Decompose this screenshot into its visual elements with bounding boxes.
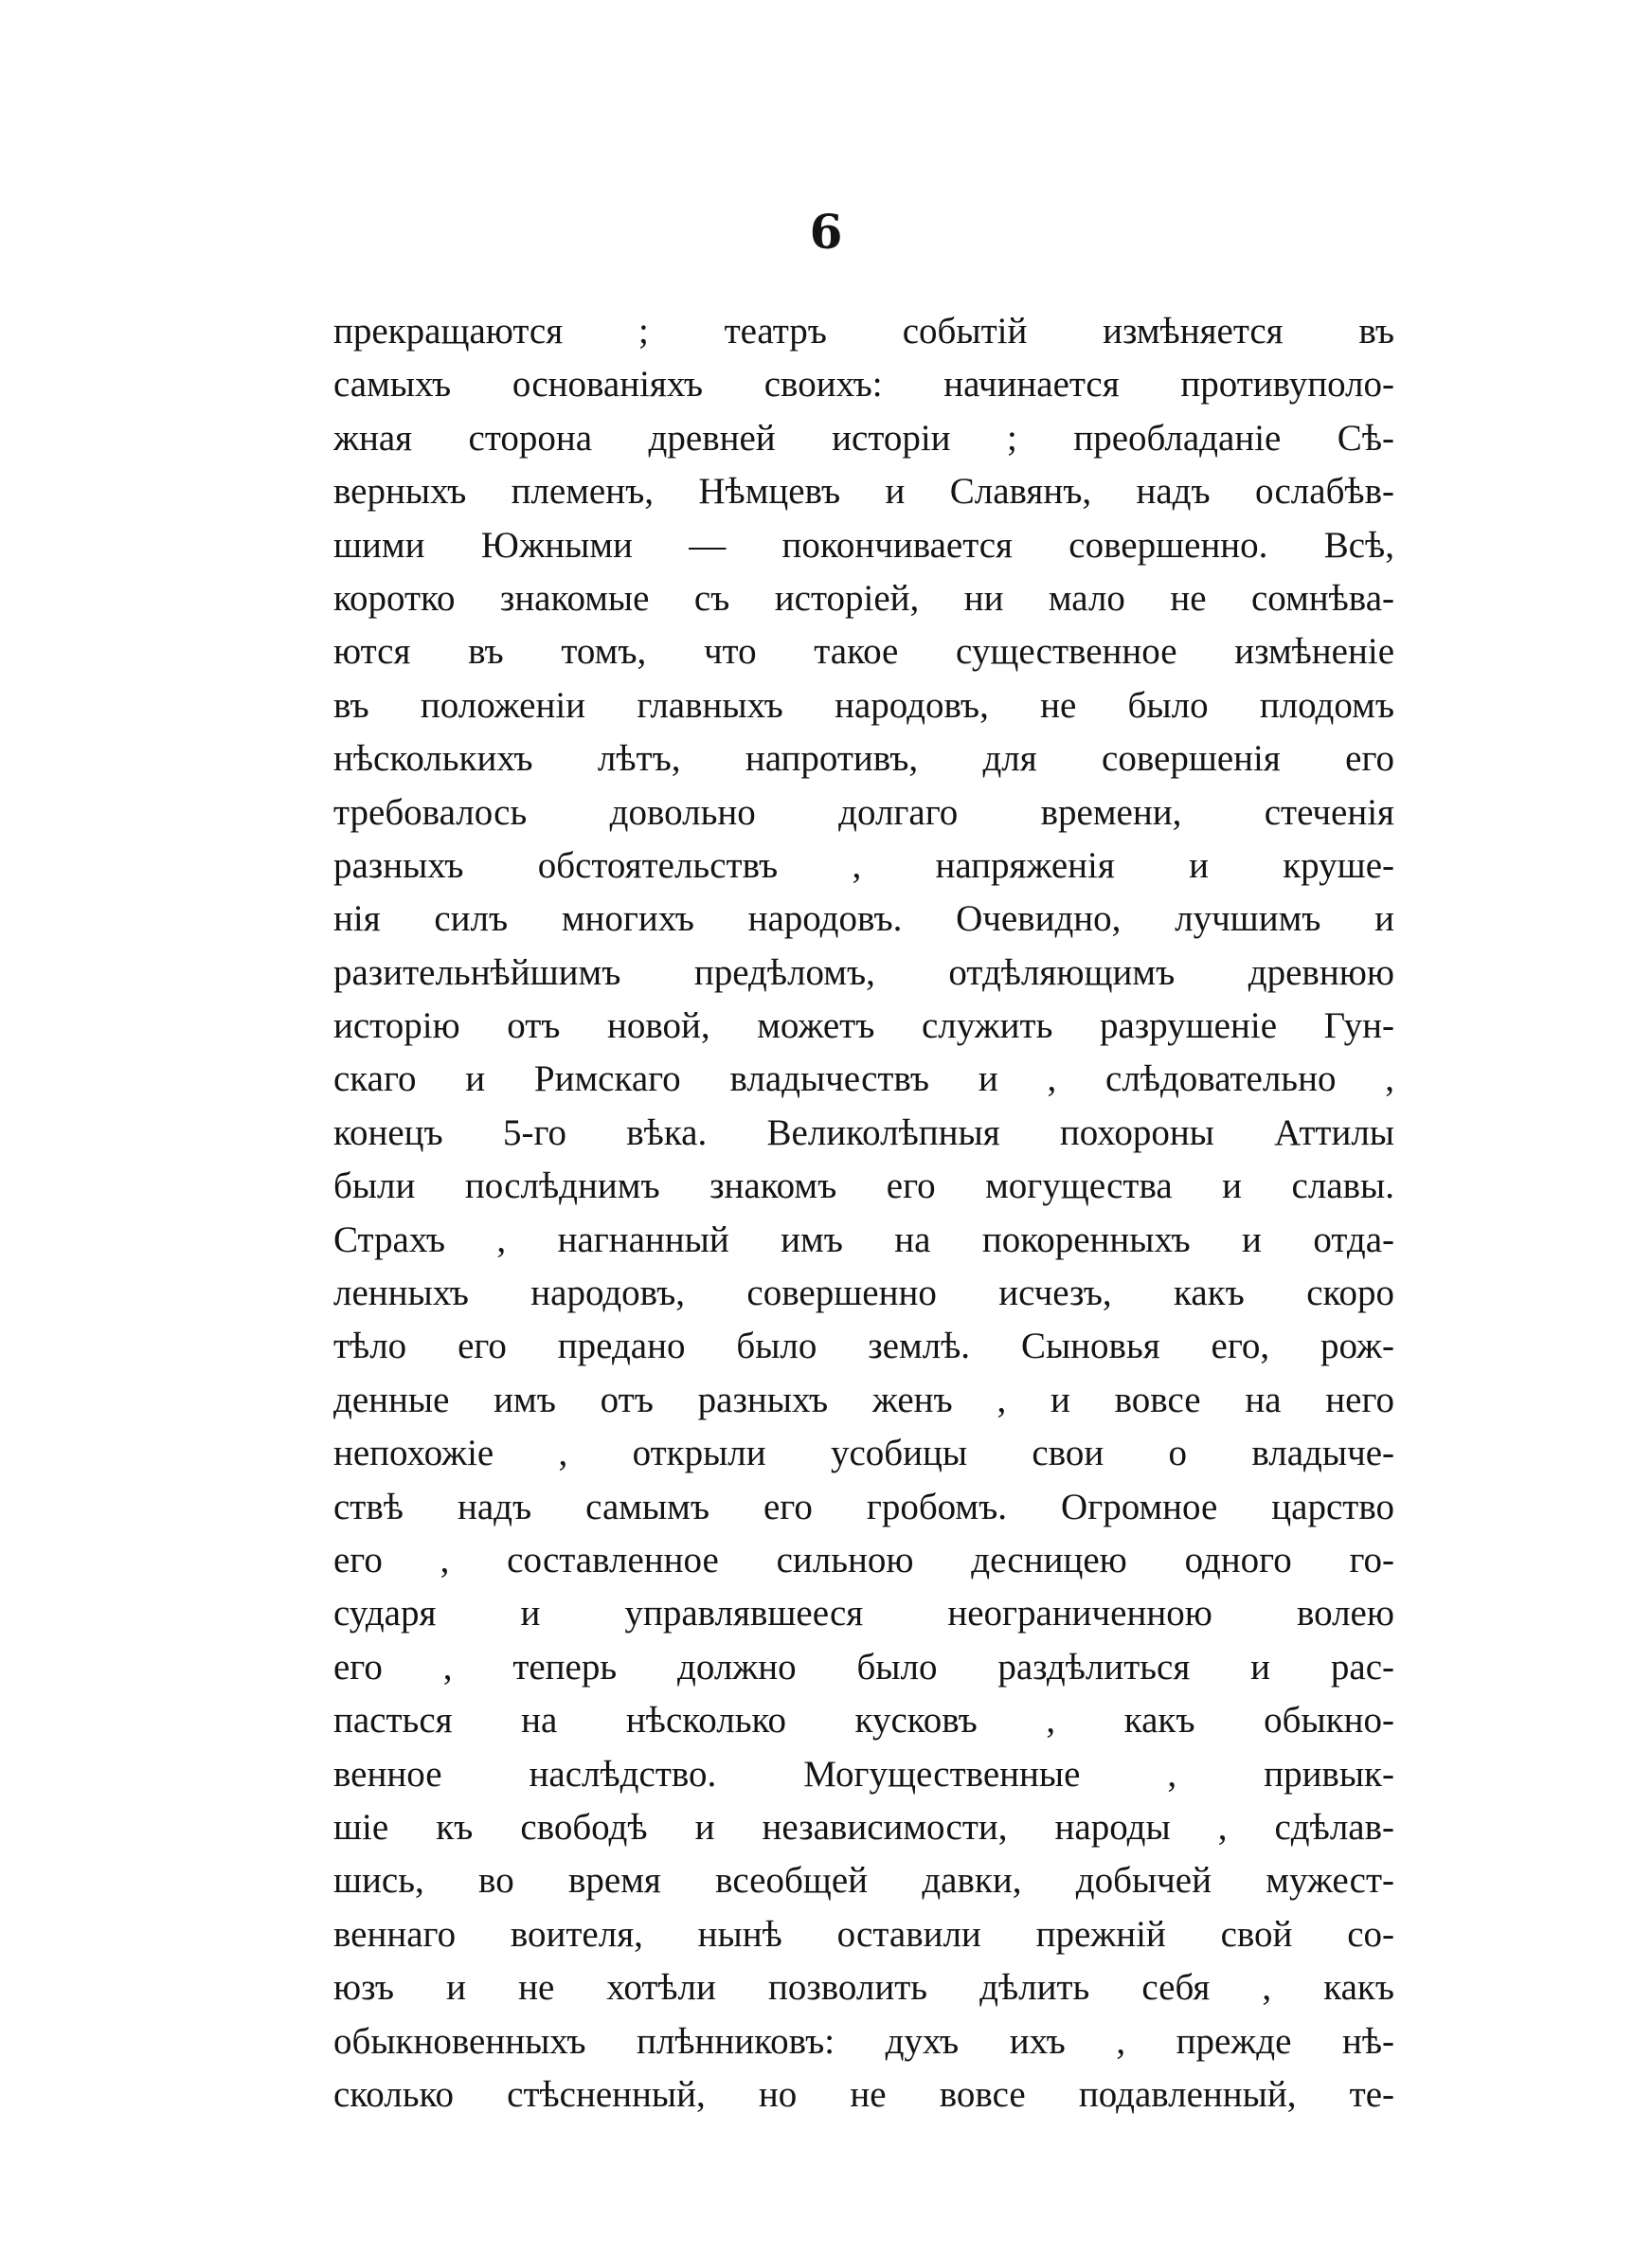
text-line: ются въ томъ, что такое существенное измѣненіе xyxy=(333,631,1394,673)
text-line: были послѣднимъ знакомъ его могущества и славы. xyxy=(333,1165,1394,1207)
page-number: 6 xyxy=(809,204,843,260)
text-line: сколько стѣсненный, но не вовсе подавленный, те- xyxy=(333,2073,1394,2115)
text-line: ленныхъ народовъ, совершенно исчезъ, какъ скоро xyxy=(333,1273,1394,1314)
text-line: въ положеніи главныхъ народовъ, не было плодомъ xyxy=(333,684,1394,726)
text-line: веннаго воителя, нынѣ оставили прежній свой со- xyxy=(333,1913,1394,1955)
text-line: прекращаются ; театръ событій измѣняется въ xyxy=(333,311,1394,352)
text-line: исторію отъ новой, можетъ служить разрушеніе Гун- xyxy=(333,1005,1394,1047)
text-line: юзъ и не хотѣли позволить дѣлить себя , какъ xyxy=(333,1967,1394,2009)
text-line: его , составленное сильною десницею одного го- xyxy=(333,1539,1394,1580)
body-text xyxy=(333,305,1394,2122)
text-line: денные имъ отъ разныхъ женъ , и вовсе на него xyxy=(333,1379,1394,1420)
text-line: его , теперь должно было раздѣлиться и рас- xyxy=(333,1646,1394,1688)
text-line: коротко знакомые съ исторіей, ни мало не сомнѣва- xyxy=(333,577,1394,619)
text-line: шими Южными — покончивается совершенно. Всѣ, xyxy=(333,524,1394,566)
text-line: скаго и Римскаго владычествъ и , слѣдовательно , xyxy=(333,1058,1394,1100)
text-line: самыхъ основаніяхъ своихъ: начинается противуполо- xyxy=(333,364,1394,406)
text-line: жная сторона древней исторіи ; преобладаніе Сѣ- xyxy=(333,417,1394,459)
text-line: требовалось довольно долгаго времени, стеченія xyxy=(333,791,1394,833)
text-line: венное наслѣдство. Могущественные , привык- xyxy=(333,1753,1394,1795)
text-line: непохожіе , открыли усобицы свои о владыче- xyxy=(333,1433,1394,1474)
text-line: разныхъ обстоятельствъ , напряженія и круше- xyxy=(333,844,1394,886)
text-line: сударя и управлявшееся неограниченною волею xyxy=(333,1593,1394,1634)
text-line: Страхъ , нагнанный имъ на покоренныхъ и отда- xyxy=(333,1219,1394,1260)
text-line: ствѣ надъ самымъ его гробомъ. Огромное царство xyxy=(333,1486,1394,1527)
text-line: обыкновенныхъ плѣнниковъ: духъ ихъ , прежде нѣ- xyxy=(333,2020,1394,2062)
text-line: нѣсколькихъ лѣтъ, напротивъ, для совершенія его xyxy=(333,738,1394,780)
text-line: пасться на нѣсколько кусковъ , какъ обыкно- xyxy=(333,1700,1394,1742)
text-line: верныхъ племенъ, Нѣмцевъ и Славянъ, надъ ослабѣв- xyxy=(333,471,1394,513)
text-line: конецъ 5-го вѣка. Великолѣпныя похороны Аттилы xyxy=(333,1111,1394,1153)
text-line: разительнѣйшимъ предѣломъ, отдѣляющимъ древнюю xyxy=(333,951,1394,993)
text-line: нія силъ многихъ народовъ. Очевидно, лучшимъ и xyxy=(333,898,1394,940)
text-line: тѣло его предано было землѣ. Сыновья его, рож- xyxy=(333,1326,1394,1367)
text-line: шіе къ свободѣ и независимости, народы , сдѣлав- xyxy=(333,1806,1394,1848)
text-line: шись, во время всеобщей давки, добычей мужест- xyxy=(333,1860,1394,1902)
